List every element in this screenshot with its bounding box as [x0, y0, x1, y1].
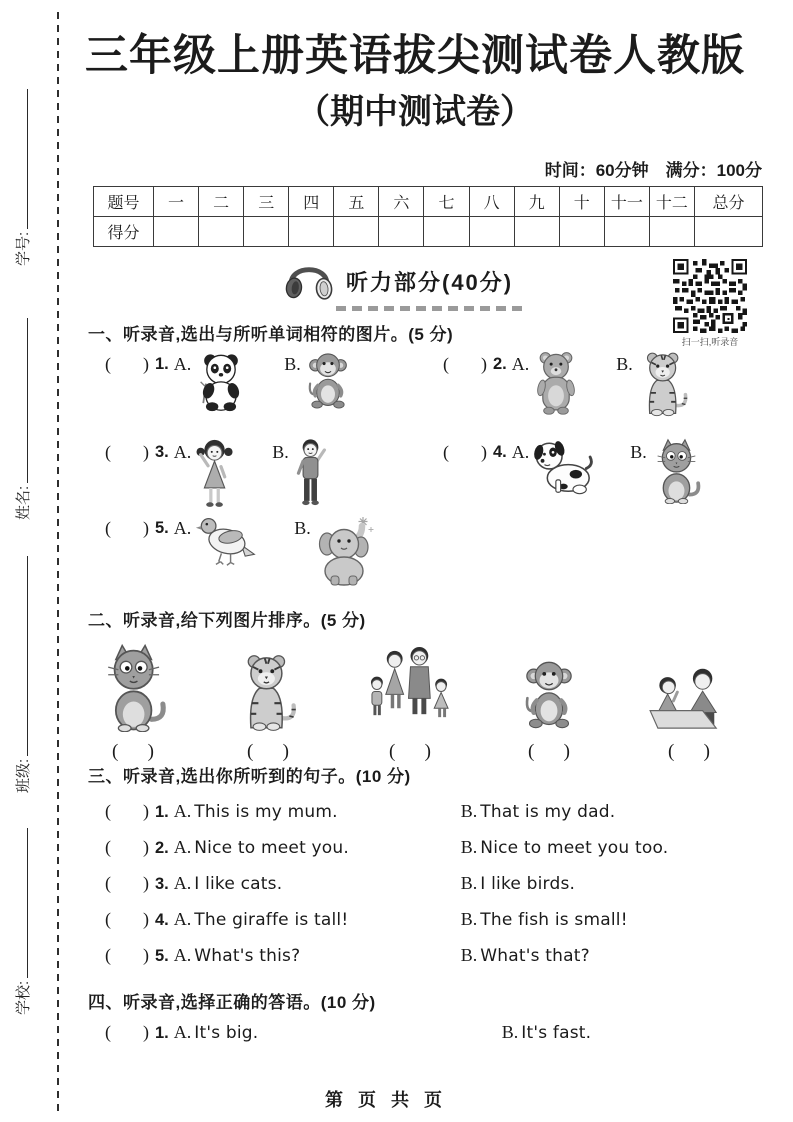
option-label: B.	[294, 518, 311, 538]
sentence-option-a: A. The giraffe is tall!	[173, 909, 349, 930]
score-cell	[559, 217, 604, 247]
talking-kids-image	[646, 634, 732, 732]
option-label: B.	[272, 442, 289, 462]
answer-blank: ( )	[528, 741, 570, 762]
score-header-cell: 总分	[695, 187, 763, 217]
pigeon-image	[194, 514, 258, 569]
sentence-row	[105, 905, 777, 941]
option-label: B.	[630, 442, 647, 462]
option-label: A.	[511, 442, 530, 462]
sort-item	[98, 634, 168, 763]
sort-item	[368, 634, 452, 763]
sentence-option-b: B. What's that?	[460, 945, 590, 966]
sentence-option-a: A. What's this?	[173, 945, 301, 966]
answer-blank: ( )	[105, 354, 149, 374]
score-table-score-row	[94, 217, 763, 247]
score-cell	[199, 217, 244, 247]
section-three-heading: 三、听录音,选出你所听到的句子。(10 分)	[88, 767, 411, 786]
answer-blank: ( )	[668, 741, 710, 762]
score-header-cell: 三	[244, 187, 289, 217]
tiger-image	[236, 634, 300, 732]
answer-blank: ( )	[105, 518, 149, 538]
write-in-line	[25, 318, 28, 483]
score-header-cell: 八	[469, 187, 514, 217]
score-cell	[289, 217, 334, 247]
sort-item	[520, 634, 578, 763]
sort-item	[236, 634, 300, 763]
answer-blank: ( )	[105, 837, 149, 857]
question-row	[105, 438, 777, 512]
answer-blank: ( )	[105, 945, 149, 965]
question-row	[105, 514, 777, 586]
question-item	[443, 438, 781, 512]
score-header-cell: 一	[154, 187, 199, 217]
answer-blank: ( )	[389, 741, 431, 762]
option-label: A.	[173, 354, 192, 374]
section-one-heading: 一、听录音,选出与所听单词相符的图片。(5 分)	[88, 325, 454, 344]
monkey-image	[520, 634, 578, 732]
score-header-cell: 题号	[94, 187, 154, 217]
qr-block	[671, 259, 749, 348]
sentence-row	[105, 797, 777, 833]
headphones-icon	[284, 256, 334, 307]
sentence-row	[105, 1018, 777, 1054]
sidebar-field-class	[14, 556, 34, 793]
question-number: 4.	[155, 911, 169, 929]
score-cell	[334, 217, 379, 247]
answer-blank: ( )	[105, 442, 149, 462]
score-header-cell: 九	[514, 187, 559, 217]
bear-image	[532, 350, 580, 416]
sentence-option-a: A. This is my mum.	[173, 801, 338, 822]
section-two-heading: 二、听录音,给下列图片排序。(5 分)	[88, 611, 366, 630]
cat-image	[98, 634, 168, 732]
listening-banner-title: 听力部分(40分)	[346, 270, 514, 295]
score-cell	[604, 217, 649, 247]
fold-dashed-line	[57, 12, 59, 1112]
question-number: 3.	[155, 875, 169, 893]
girl-image	[194, 438, 236, 512]
question-number: 1.	[155, 355, 169, 373]
monkey-image	[304, 350, 352, 412]
question-item	[443, 350, 781, 417]
score-cell	[154, 217, 199, 247]
sentence-option-b: B. I like birds.	[460, 873, 576, 894]
question-number: 5.	[155, 519, 169, 537]
write-in-line	[25, 556, 28, 756]
answer-blank: ( )	[105, 1022, 149, 1042]
page-footer: 第 页 共 页	[324, 1090, 447, 1110]
score-row-label: 得分	[94, 217, 154, 247]
question-number: 5.	[155, 947, 169, 965]
sentence-row	[105, 941, 777, 977]
score-header-cell: 十二	[649, 187, 694, 217]
question-number: 3.	[155, 443, 169, 461]
score-cell	[695, 217, 763, 247]
section-four-heading: 四、听录音,选择正确的答语。(10 分)	[88, 993, 376, 1012]
answer-blank: ( )	[105, 873, 149, 893]
sentence-row	[105, 833, 777, 869]
question-row	[105, 350, 777, 417]
question-item	[105, 438, 443, 512]
score-cell	[649, 217, 694, 247]
answer-blank: ( )	[443, 354, 487, 374]
sentence-option-b: B. It's fast.	[501, 1022, 592, 1043]
page-title: 三年级上册英语拔尖测试卷人教版	[85, 32, 745, 80]
question-number: 1.	[155, 803, 169, 821]
sidebar-field-label: 姓名:	[15, 485, 32, 520]
score-header-cell: 十一	[604, 187, 649, 217]
answer-blank: ( )	[112, 741, 154, 762]
sentence-row	[105, 869, 777, 905]
score-header-cell: 十	[559, 187, 604, 217]
option-label: A.	[173, 518, 192, 538]
score-cell	[514, 217, 559, 247]
sidebar-field-student-id	[14, 89, 34, 266]
sentence-option-a: A. I like cats.	[173, 873, 283, 894]
dog-image	[532, 438, 594, 497]
score-cell	[469, 217, 514, 247]
sort-item	[646, 634, 732, 763]
sentence-list	[105, 797, 777, 977]
sentence-option-b: B. The fish is small!	[460, 909, 628, 930]
sentence-option-b: B. That is my dad.	[460, 801, 616, 822]
question-number: 2.	[155, 839, 169, 857]
panda-image	[194, 350, 248, 412]
score-cell	[379, 217, 424, 247]
question-item	[105, 350, 443, 417]
score-cell	[424, 217, 469, 247]
question-number: 4.	[493, 443, 507, 461]
score-header-cell: 五	[334, 187, 379, 217]
option-label: A.	[173, 442, 192, 462]
option-label: A.	[511, 354, 530, 374]
sidebar-field-label: 班级:	[15, 758, 32, 793]
sentence-option-a: A. It's big.	[173, 1022, 259, 1043]
sidebar-field-label: 学校:	[15, 980, 32, 1015]
option-label: B.	[616, 354, 633, 374]
question-number: 2.	[493, 355, 507, 373]
family-image	[368, 634, 452, 732]
qr-caption: 扫一扫,听录音	[681, 337, 739, 347]
score-table	[93, 186, 763, 247]
write-in-line	[25, 89, 28, 229]
score-header-cell: 六	[379, 187, 424, 217]
elephant-image	[314, 514, 374, 586]
option-label: B.	[284, 354, 301, 374]
score-cell	[244, 217, 289, 247]
score-header-cell: 四	[289, 187, 334, 217]
sidebar-field-name	[14, 318, 34, 520]
cat-image	[650, 438, 702, 504]
page-subtitle: （期中测试卷）	[296, 93, 534, 131]
exam-meta: 时间：60分钟 满分：100分	[544, 161, 762, 180]
sidebar-field-school	[14, 828, 34, 1015]
score-header-cell: 七	[424, 187, 469, 217]
answer-blank: ( )	[105, 801, 149, 821]
listening-banner	[284, 256, 513, 307]
question-item	[105, 514, 443, 586]
score-table-header-row	[94, 187, 763, 217]
boy-image	[292, 438, 329, 512]
answer-blank: ( )	[105, 909, 149, 929]
sentence-option-b: B. Nice to meet you too.	[460, 837, 669, 858]
banner-underline	[336, 306, 522, 311]
score-header-cell: 二	[199, 187, 244, 217]
sentence-option-a: A. Nice to meet you.	[173, 837, 349, 858]
tiger-image	[636, 350, 692, 417]
sentence-list	[105, 1018, 777, 1054]
answer-blank: ( )	[247, 741, 289, 762]
write-in-line	[25, 828, 28, 978]
question-number: 1.	[155, 1024, 169, 1042]
picture-sort-row	[98, 634, 732, 763]
answer-blank: ( )	[443, 442, 487, 462]
qr-code	[673, 259, 747, 333]
sidebar-field-label: 学号:	[15, 231, 32, 266]
